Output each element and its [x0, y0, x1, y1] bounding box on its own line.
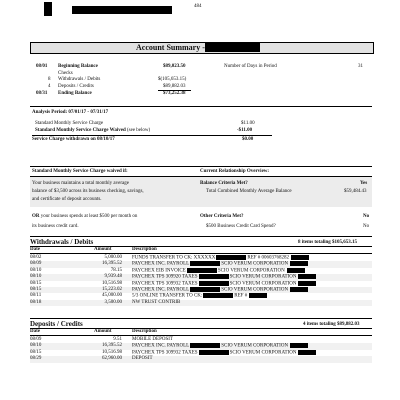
- withdrawals-total: 8 items totaling $105,653.15: [298, 240, 358, 245]
- row-amount: 45,000.00: [102, 293, 122, 299]
- row-description-text: PAYCHEX INC. PAYROLL: [132, 344, 190, 350]
- withdrawals-col-description: Description: [132, 247, 157, 252]
- withdrawals-header-rule: [30, 246, 372, 247]
- deposits-col-date: Date: [30, 329, 40, 334]
- waiver-line-4-text: your business spends at least $500 per month on: [39, 214, 138, 219]
- row-description: [132, 356, 372, 362]
- row-amount: 5,000.00: [104, 255, 122, 260]
- waiver-heading: Standard Monthly Service Charge waived if:: [32, 169, 128, 174]
- analysis-divider: [32, 135, 272, 136]
- row-date: 08/10: [30, 267, 42, 273]
- deposits-header-bottom-rule: [30, 335, 372, 336]
- checks-label: Checks: [58, 71, 73, 76]
- deposits-count: 4: [48, 84, 51, 89]
- row-date: 08/29: [30, 356, 70, 362]
- waiver-line-1: Your business maintains a total monthly average: [32, 181, 129, 186]
- withdrawals-table: [30, 255, 372, 306]
- redacted-text: [199, 350, 229, 355]
- redacted-header-bar: [72, 6, 172, 14]
- deposits-total: 4 items totaling $89,882.03: [303, 322, 360, 327]
- redacted-text: [287, 268, 305, 273]
- row-amount: 3,500.00: [70, 300, 132, 306]
- account-summary-title: Account Summary -: [136, 43, 205, 52]
- withdrawals-summary-label: Withdrawals / Debits: [58, 77, 101, 82]
- row-description-text: FUNDS TRANSFER TO CK: XXXXXX: [132, 255, 216, 261]
- redacted-text: [203, 293, 233, 298]
- service-charge-label: Standard Monthly Service Charge: [35, 121, 104, 126]
- combined-balance-value: $59,484.43: [344, 189, 367, 194]
- row-description-text: DEPOSIT: [132, 356, 153, 362]
- withdrawals-title: Withdrawals / Debits: [30, 238, 94, 246]
- row-amount: 9,939.48: [70, 274, 132, 280]
- row-date: 08/11: [30, 293, 42, 299]
- redacted-text: [190, 287, 220, 292]
- end-date: 08/31: [36, 91, 48, 96]
- withdrawals-header-bottom-rule: [30, 253, 372, 254]
- charge-waived-row: [35, 128, 150, 133]
- redacted-text: [187, 268, 217, 273]
- redacted-text: [290, 287, 308, 292]
- analysis-period: Analysis Period: 07/01/17 - 07/31/17: [32, 110, 109, 115]
- waiver-line-2: balance of $3,500 across its business checking, savings,: [32, 189, 144, 194]
- redacted-text: [216, 255, 246, 260]
- row-amount: 10,516.98: [102, 349, 122, 355]
- withdrawals-col-date: Date: [30, 247, 40, 252]
- row-description-text: NW TRUST CONTRIB: [132, 299, 181, 305]
- row-description-text: PAYCHEX TPS 309932 TAXES: [132, 281, 198, 287]
- criteria-met-value: Yes: [360, 181, 368, 186]
- withdrawals-top-rule: [30, 236, 372, 237]
- days-label: Number of Days in Period: [224, 64, 277, 69]
- service-charge-value: $11.00: [241, 121, 255, 126]
- redacted-text: [190, 343, 220, 348]
- row-date: 08/15: [30, 280, 42, 286]
- withdrawals-count: 8: [48, 77, 51, 82]
- waiver-top-rule: [30, 166, 372, 167]
- row-date: 08/02: [30, 255, 42, 260]
- begin-date: 08/01: [36, 64, 48, 69]
- row-description-detail: SCIO VERUM CORPORATION: [221, 262, 289, 268]
- row-amount: 78.15: [110, 267, 122, 273]
- redacted-text: [298, 350, 316, 355]
- row-date: 08/10: [30, 343, 70, 349]
- row-amount: 16,395.52: [70, 343, 132, 349]
- page-number: 484: [194, 4, 202, 9]
- row-description-detail: REF # 00603768282: [247, 255, 290, 261]
- end-label: Ending Balance: [58, 91, 92, 96]
- deposits-summary-amount: $89,882.03: [163, 84, 186, 89]
- table-row: [30, 356, 372, 362]
- row-description-text: PAYCHEX TPS 309932 TAXES: [132, 350, 198, 356]
- deposits-top-rule: [30, 318, 372, 319]
- charge-waived-note: (see below): [127, 128, 151, 133]
- card-spend-value: No: [363, 224, 370, 229]
- row-amount: 62,960.00: [70, 356, 132, 362]
- redacted-text: [291, 255, 309, 260]
- row-date: 08/15: [30, 349, 42, 355]
- withdrawals-col-amount: Amount: [94, 247, 112, 252]
- redacted-header-left: [44, 2, 52, 16]
- row-amount: 9.51: [113, 337, 122, 342]
- row-description-detail: SCIO VERUM CORPORATION: [221, 287, 289, 293]
- deposits-col-amount: Amount: [94, 329, 112, 334]
- deposits-summary-label: Deposits / Credits: [58, 84, 94, 89]
- table-row: [30, 300, 372, 306]
- withdrawals-summary-amount: $(105,653.15): [158, 77, 187, 82]
- row-amount: 16,395.52: [70, 261, 132, 267]
- redacted-account-number: [205, 43, 260, 52]
- waiver-line-4: [32, 214, 137, 219]
- row-description-text: PAYCHEX INC. PAYROLL: [132, 262, 190, 268]
- analysis-top-rule: [30, 106, 372, 107]
- days-value: 31: [358, 64, 363, 69]
- deposits-col-description: Description: [132, 329, 157, 334]
- other-criteria-value: No: [363, 214, 370, 219]
- row-description-text: PAYCHEX EIB INVOICE: [132, 268, 186, 274]
- begin-amount: $89,023.50: [163, 64, 186, 69]
- combined-balance-label: Total Combined Monthly Average Balance: [206, 189, 292, 194]
- row-description-detail: SCIO VERUM CORPORATION: [229, 281, 297, 287]
- row-date: 08/10: [30, 274, 70, 280]
- waiver-or-word: OR: [32, 214, 40, 219]
- redacted-text: [199, 281, 229, 286]
- row-description-detail: SCIO VERUM CORPORATION: [229, 350, 297, 356]
- row-description-text: PAYCHEX TPS 309920 TAXES: [132, 274, 198, 280]
- row-description-text: MOBILE DEPOSIT: [132, 337, 173, 342]
- redacted-text: [199, 274, 229, 279]
- relationship-heading: Current Relationship Overview:: [200, 169, 270, 174]
- deposits-header-rule: [30, 328, 372, 329]
- redacted-text: [290, 343, 308, 348]
- row-date: 08/15: [30, 287, 70, 293]
- row-description-text: PAYCHEX INC. PAYROLL: [132, 287, 190, 293]
- row-description-detail: SCIO VERUM CORPORATION: [221, 344, 289, 350]
- criteria-met-label: Balance Criteria Met?: [200, 181, 248, 186]
- row-description-text: 5/3 ONLINE TRANSFER TO CK:: [132, 293, 203, 299]
- charge-withdrawn-value: $0.00: [242, 137, 254, 142]
- row-amount: 10,516.98: [102, 280, 122, 286]
- waiver-line-5: its business credit card.: [32, 224, 79, 229]
- other-criteria-label: Other Criteria Met?: [200, 214, 244, 219]
- end-amount: $73,252.38: [163, 91, 186, 96]
- deposits-table: [30, 337, 372, 363]
- charge-waived-label: Standard Monthly Service Charge Waived: [35, 128, 126, 133]
- row-date: 08/09: [30, 337, 42, 342]
- charge-waived-value: -$11.00: [237, 128, 253, 133]
- redacted-text: [190, 261, 220, 266]
- row-date: 08/18: [30, 300, 70, 306]
- redacted-text: [290, 261, 308, 266]
- begin-label: Beginning Balance: [58, 64, 98, 69]
- row-amount: 15,223.02: [70, 287, 132, 293]
- deposits-title: Deposits / Credits: [30, 320, 83, 328]
- redacted-text: [298, 281, 316, 286]
- waiver-line-3: and certificate of deposit accounts.: [32, 197, 102, 202]
- row-description-detail: SCIO VERUM CORPORATION: [229, 274, 297, 280]
- row-date: 08/09: [30, 261, 70, 267]
- card-spend-label: $500 Business Credit Card Spend?: [206, 224, 276, 229]
- charge-withdrawn-label: Service Charge withdrawn on 08/10/17: [32, 137, 115, 142]
- redacted-text: [298, 274, 316, 279]
- row-description: [132, 300, 372, 306]
- row-description-detail: SCIO VERUM CORPORATION: [217, 268, 285, 274]
- redacted-text: [249, 293, 267, 298]
- row-description-detail: REF #: [234, 293, 248, 299]
